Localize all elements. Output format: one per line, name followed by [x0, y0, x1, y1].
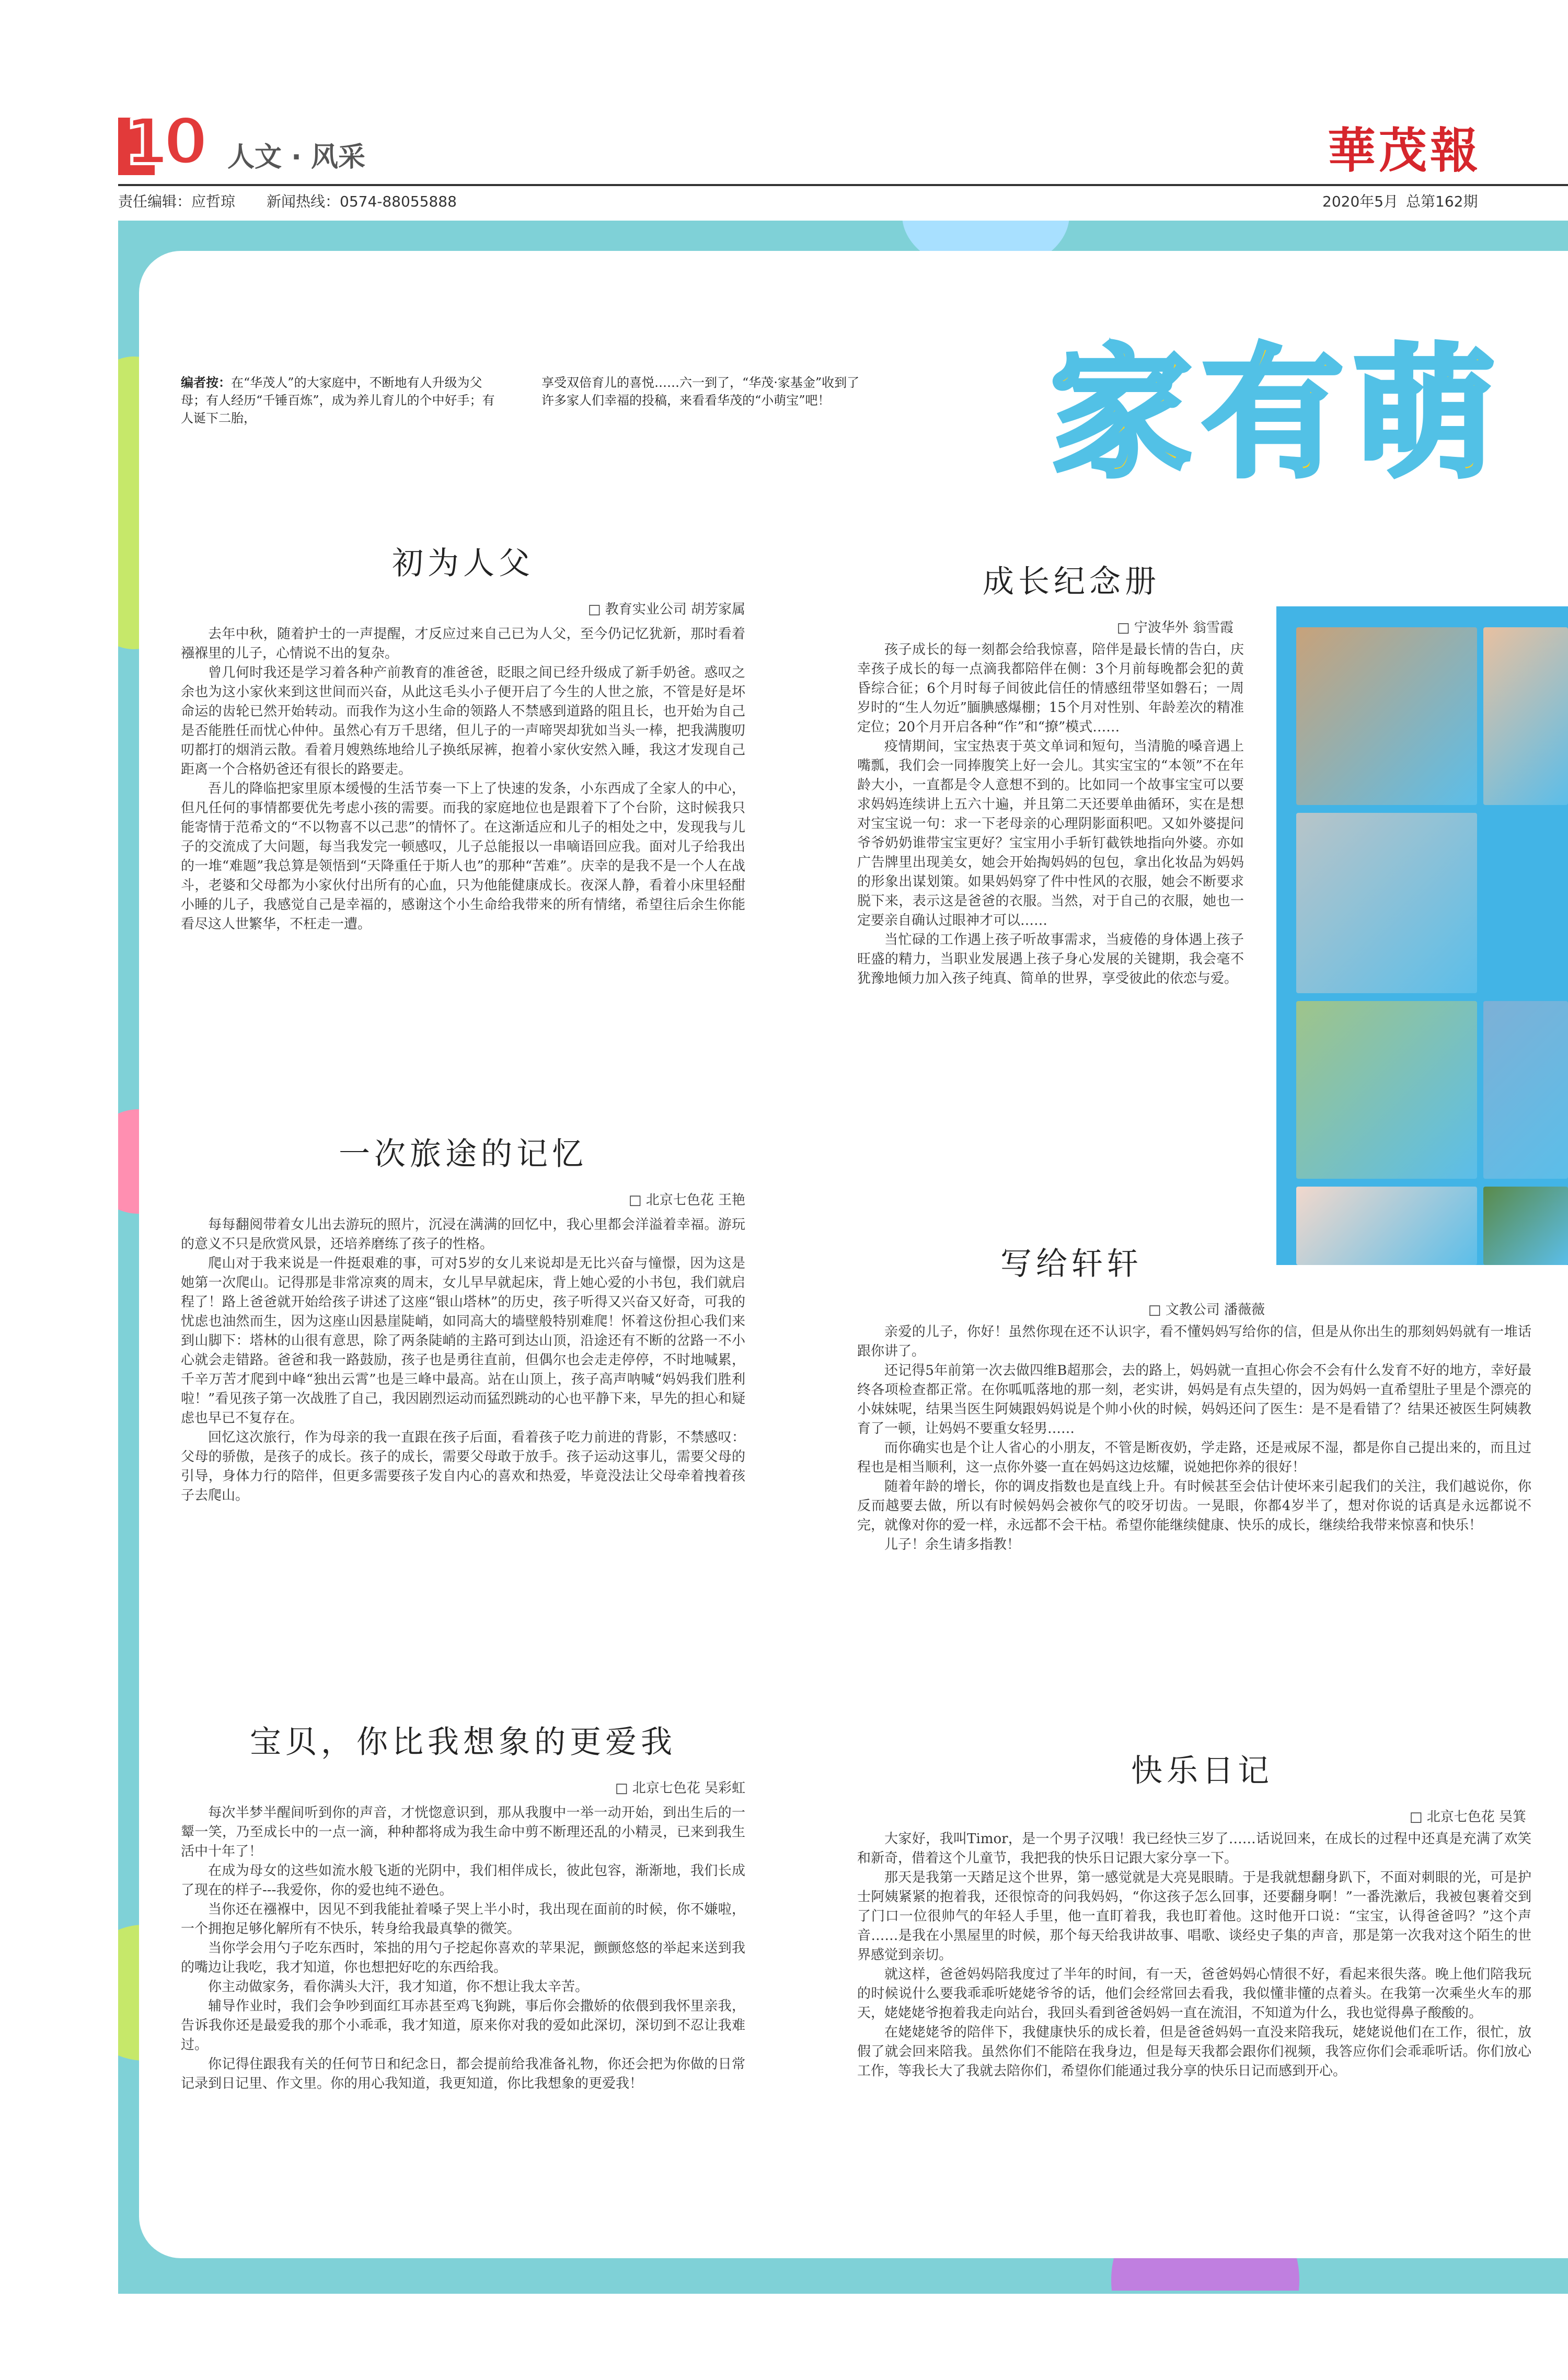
editor-note-label: 编者按：: [181, 375, 231, 390]
page-title: 家有萌: [1051, 331, 1505, 496]
article-byline: □ 宁波华外 翁雪霞: [1116, 620, 1233, 636]
article-body: [181, 625, 745, 934]
page-number: 10: [124, 105, 203, 179]
article-body: [181, 1803, 745, 2094]
toddler-on-scooter-photo: [1296, 813, 1477, 993]
paragraph: 你主动做家务，看你满头大汗，我才知道，你不想让我太辛苦。: [208, 1979, 589, 1995]
paragraph: 回忆这次旅行，作为母亲的我一直跟在孩子后面，看着孩子吃力前进的背影，不禁感叹：父母的骄傲，是孩子的成长。孩子的成长，需要父母敢于放手。孩子运动这事儿，需要父母的引导，身体力行的陪伴，但更多需要孩子发自内心的喜欢和热爱，毕竟没法让父母牵着拽着孩子去爬山。: [181, 1430, 745, 1503]
paragraph: 疫情期间，宝宝热衷于英文单词和短句，当清脆的嗓音遇上嘴瓢，我们会一同捧腹笑上好一会儿。其实宝宝的“本领”不在年龄大小，一直都是令人意想不到的。比如同一个故事宝宝可以要求妈妈连续讲上五六十遍，并且第二天还要单曲循环，实在是想对宝宝说一句：求一下老母亲的心理阴影面积吧。又如外婆提问爷爷奶奶谁带宝宝更好？宝宝用小手斩钉截铁地指向外婆。亦如广告牌里出现美女，她会开始掏妈妈的包包，拿出化妆品为妈妈的形象出谋划策。如果妈妈穿了件中性风的衣服，她会不断要求脱下来，表示这是爸爸的衣服。当然，对于自己的衣服，她也一定要亲自确认过眼神才可以……: [857, 739, 1244, 928]
footer-bar: [118, 2291, 1568, 2294]
paragraph: 去年中秋，随着护士的一声提醒，才反应过来自己已为人父，至今仍记忆犹新，那时看着襁褓里的儿子，心情说不出的复杂。: [181, 626, 745, 661]
baby-face-photo: [1296, 1187, 1477, 1265]
child-playground-photo: [1483, 1001, 1568, 1179]
paragraph: 爬山对于我来说是一件挺艰难的事，可对5岁的女儿来说却是无比兴奋与憧憬，因为这是她第一次爬山。记得那是非常凉爽的周末，女儿早早就起床，背上她心爱的小书包，我们就启程了！路上爸爸就开始给孩子讲述了这座“银山塔林”的历史，孩子听得又兴奋又好奇，可我的忧虑也油然而生，因为这座山因悬崖陡峭，如同高大的墙壁般特别难爬！怀着这份担心我们来到山脚下：塔林的山很有意思，除了两条陡峭的主路可到达山顶，沿途还有不断的岔路一不小心就会走错路。爸爸和我一路鼓励，孩子也是勇往直前，但偶尔也会走走停停，不时地喊累，千辛万苦才爬到中峰“独出云霄”也是三峰中最高。站在山顶上，孩子高声呐喊“妈妈我们胜利啦！”看见孩子第一次战胜了自己，我因剧烈运动而猛烈跳动的心也平静下来，早先的担心和疑虑也早已不复存在。: [181, 1256, 745, 1426]
article-body: [857, 640, 1244, 988]
paragraph: 那天是我第一天踏足这个世界，第一感觉就是大亮晃眼睛。于是我就想翻身趴下，不面对刺眼的光，可是护士阿姨紧紧的抱着我，还很惊奇的问我妈妈，“你这孩子怎么回事，还要翻身啊！”一番洗漱后，我被包裹着交到了门口一位很帅气的年轻人手里，他一直盯着我，我也盯着他。这时他开口说：“宝宝，认得爸爸吗？”这个声音……是我在小黑屋里的时候，那个每天给我讲故事、唱歌、谈经史子集的声音，那是第一次我对这个陌生的世界感觉到亲切。: [857, 1870, 1531, 1963]
article-body: [857, 1323, 1531, 1555]
article-byline: □ 教育实业公司 胡芳家属: [587, 602, 745, 617]
page-number-badge: [118, 105, 203, 183]
paragraph: 还记得5年前第一次去做四维B超那会，去的路上，妈妈就一直担心你会不会有什么发育不好的地方，幸好最终各项检查都正常。在你呱呱落地的那一刻，老实讲，妈妈是有点失望的，因为妈妈一直希望肚子里是个漂亮的小妹妹呢，结果当医生阿姨跟妈妈说是个帅小伙的时候，妈妈还问了医生：是不是看错了？结果还被医生阿姨教育了一顿，让妈妈不要重女轻男……: [857, 1363, 1531, 1436]
article-body: [857, 1830, 1531, 2081]
paragraph: 大家好，我叫Timor，是一个男子汉哦！我已经快三岁了……话说回来，在成长的过程中还真是充满了欢笑和新奇，借着这个儿童节，我把我的快乐日记跟大家分享一下。: [857, 1831, 1531, 1866]
header-rule: [118, 184, 1568, 186]
issue-number: 总第162期: [1406, 193, 1478, 210]
paragraph: 亲爱的儿子，你好！虽然你现在还不认识字，看不懂妈妈写给你的信，但是从你出生的那刻妈妈就有一堆话跟你讲了。: [857, 1324, 1531, 1359]
article-byline: □ 北京七色花 吴彩虹: [615, 1780, 745, 1796]
editor-note-text-1: 在“华茂人”的大家庭中，不断地有人升级为父母；有人经历“千锤百炼”，成为养儿育儿的个中好手；有人诞下二胎，: [181, 375, 495, 426]
paragraph: 每每翻阅带着女儿出去游玩的照片，沉浸在满满的回忆中，我心里都会洋溢着幸福。游玩的意义不只是欣赏风景，还培养磨练了孩子的性格。: [181, 1217, 745, 1252]
editor-note-col1: [181, 374, 505, 427]
paragraph: 每次半梦半醒间听到你的声音，才恍惚意识到，那从我腹中一举一动开始，到出生后的一颦一笑，乃至成长中的一点一滴，种种都将成为我生命中剪不断理还乱的小精灵，已来到我生活中十年了！: [181, 1805, 745, 1859]
paragraph: 孩子成长的每一刻都会给我惊喜，陪伴是最长情的告白，庆幸孩子成长的每一点滴我都陪伴在侧：3个月前每晚都会犯的黄昏综合征；6个月时每子间彼此信任的情感纽带坚如磐石；一周岁时的“生人勿近”腼腆感爆棚；15个月对性别、年龄差次的精准定位；20个月开启各种“作”和“撩”模式……: [857, 642, 1244, 735]
paragraph: 当你学会用勺子吃东西时，笨拙的用勺子挖起你喜欢的苹果泥，颤颤悠悠的举起来送到我的嘴边让我吃，我才知道，你也想把好吃的东西给我。: [181, 1940, 745, 1975]
editor-credit: 责任编辑：应哲琼: [118, 193, 236, 210]
article-byline: □ 北京七色花 王艳: [628, 1192, 745, 1208]
girl-in-purple-photo: [1296, 1001, 1477, 1179]
paragraph: 儿子！余生请多指教！: [884, 1537, 1021, 1553]
editor-note-col2: 享受双倍育儿的喜悦……六一到了，“华茂·家基金”收到了许多家人们幸福的投稿，来看看华茂的“小萌宝”吧！: [541, 375, 860, 408]
child-photo: [1483, 627, 1568, 805]
paragraph: 当你还在襁褓中，因见不到我能扯着嗓子哭上半小时，我出现在面前的时候，你不嫌啦，一个拥抱足够化解所有不快乐，转身给我最真挚的微笑。: [181, 1902, 745, 1937]
article-title: 初为人父: [392, 545, 534, 582]
paragraph: 在成为母女的这些如流水般飞逝的光阴中，我们相伴成长，彼此包容，渐渐地，我们长成了现在的样子---我爱你，你的爱也纯不逊色。: [181, 1863, 745, 1898]
newspaper-logo: 華茂報: [1328, 122, 1482, 179]
photo-collage: [1276, 606, 1568, 1265]
paragraph: 吾儿的降临把家里原本缓慢的生活节奏一下上了快速的发条，小东西成了全家人的中心，但凡任何的事情都要优先考虑小孩的需要。而我的家庭地位也是跟着下了个台阶，这时候我只能寄情于范希文的“不以物喜不以己悲”的情怀了。在这渐适应和儿子的相处之中，发现我与儿子的交流成了大问题，每当我发完一顿感叹，儿子总能报以一串嘀语回应我。面对儿子给我出的一堆“难题”我总算是领悟到“天降重任于斯人也”的那种“苦难”。庆幸的是我不是一个人在战斗，老婆和父母都为小家伙付出所有的心血，只为他能健康成长。夜深人静，看着小床里轻酣小睡的儿子，我感觉自己是幸福的，感谢这个小生命给我带来的所有情绪，希望往后余生你能看尽这人世繁华，不枉走一遭。: [181, 781, 745, 932]
article-byline: □ 北京七色花 吴箕: [1409, 1809, 1526, 1825]
article-title: 成长纪念册: [983, 564, 1160, 600]
issue-date: 2020年5月: [1322, 193, 1399, 210]
article-title: 一次旅途的记忆: [339, 1136, 587, 1172]
paragraph: 辅导作业时，我们会争吵到面红耳赤甚至鸡飞狗跳，事后你会撒娇的依偎到我怀里亲我，告诉我你还是最爱我的那个小乖乖，我才知道，原来你对我的爱如此深切，深切到不忍让我难过。: [181, 1998, 745, 2053]
paragraph: 在姥姥姥爷的陪伴下，我健康快乐的成长着，但是爸爸妈妈一直没来陪我玩，姥姥说他们在工作，很忙，放假了就会回来陪我。虽然你们不能陪在我身边，但是每天我都会跟你们视频，我答应你们会乖乖听话。你们放心工作，等我长大了我就去陪你们，希望你们能通过我分享的快乐日记而感到开心。: [857, 2025, 1531, 2079]
article-title: 写给轩轩: [1000, 1246, 1143, 1282]
article-title: 宝贝，你比我想象的更爱我: [250, 1724, 676, 1761]
article-body: [181, 1215, 745, 1505]
paragraph: 曾几何时我还是学习着各种产前教育的准爸爸，眨眼之间已经升级成了新手奶爸。惑叹之余也为这小家伙来到这世间而兴奋，从此这毛头小子便开启了今生的人世之旅，不管是好是坏命运的齿轮已然开始转动。而我作为这小生命的领路人不禁感到道路的阻且长，也开始为自己是否能胜任而忧心仲仲。虽然心有万千思绪，但儿子的一声啼哭却犹如当头一棒，把我满腹叨叨都打的烟消云散。看着月嫂熟练地给儿子换纸尿裤，抱着小家伙安然入睡，我这才发现自己距离一个合格奶爸还有很长的路要走。: [181, 665, 745, 777]
article-title: 快乐日记: [1131, 1753, 1273, 1789]
paragraph: 而你确实也是个让人省心的小朋友，不管是断夜奶，学走路，还是戒尿不湿，都是你自己提出来的，而且过程也是相当顺利，这一点你外婆一直在妈妈这边炫耀，说她把你养的很好！: [857, 1440, 1531, 1475]
paragraph: 随着年龄的增长，你的调皮指数也是直线上升。有时候甚至会估计使坏来引起我们的关注，我们越说你，你反而越要去做，所以有时候妈妈会被你气的咬牙切齿。一晃眼，你都4岁半了，想对你说的话真是永远都说不完，就像对你的爱一样，永远都不会干枯。希望你能继续健康、快乐的成长，继续给我带来惊喜和快乐！: [857, 1479, 1531, 1533]
paragraph: 就这样，爸爸妈妈陪我度过了半年的时间，有一天，爸爸妈妈心情很不好，看起来很失落。晚上他们陪我玩的时候说什么要我乖乖听姥姥爷爷的话，他们会经常回去看我，我似懂非懂的点着头。在我第一次乘坐火车的那天，姥姥姥爷抱着我走向站台，我回头看到爸爸妈妈一直在流泪，不知道为什么，我也觉得鼻子酸酸的。: [857, 1967, 1531, 2021]
child-garden-photo: [1483, 1187, 1568, 1265]
girl-with-toy-photo: [1296, 627, 1477, 805]
paragraph: 你记得住跟我有关的任何节日和纪念日，都会提前给我准备礼物，你还会把为你做的日常记录到日记里、作文里。你的用心我知道，我更知道，你比我想象的更爱我！: [181, 2056, 745, 2091]
article-byline: □ 文教公司 潘薇薇: [1148, 1302, 1265, 1318]
paragraph: 当忙碌的工作遇上孩子听故事需求，当疲倦的身体遇上孩子旺盛的精力，当职业发展遇上孩子身心发展的关键期，我会毫不犹豫地倾力加入孩子纯真、简单的世界，享受彼此的依恋与爱。: [857, 932, 1244, 986]
news-hotline: 新闻热线：0574-88055888: [267, 193, 457, 210]
section-title: 人文 · 风采: [227, 142, 365, 173]
